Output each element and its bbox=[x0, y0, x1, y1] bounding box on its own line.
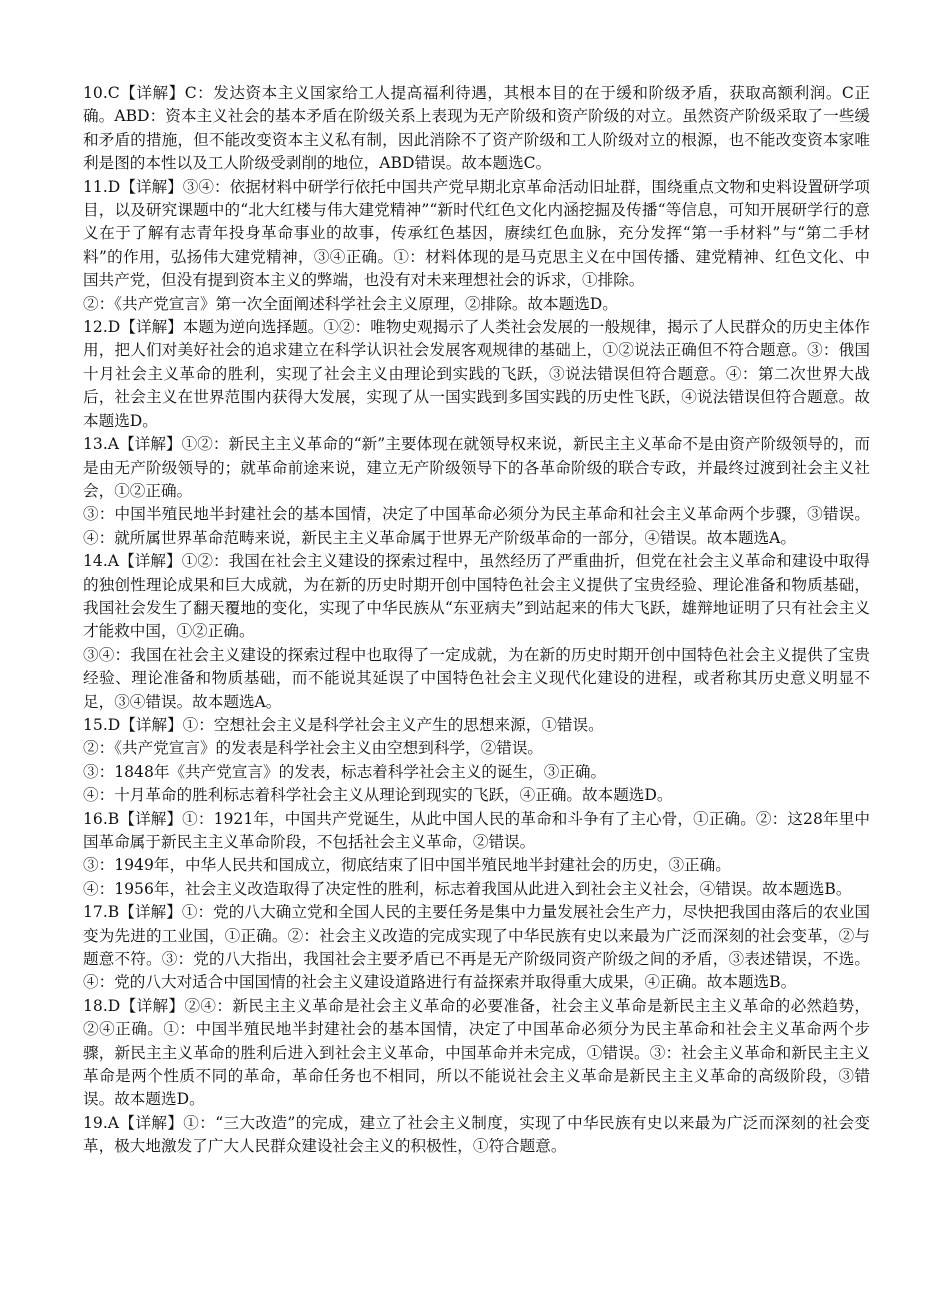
answer-15-explanation-cont-2: ③：1848年《共产党宣言》的发表，标志着科学社会主义的诞生，③正确。 bbox=[83, 762, 607, 781]
answer-17-explanation: 17.B【详解】①：党的八大确立党和全国人民的主要任务是集中力量发展社会生产力，尽快把我国由落后的农业国变为先进的工业国，①正确。②：社会主义改造的完成实现了中华民族有史以来最为广泛而深刻的社会变革，②与题意不符。③：党的八大指出，我国社会主要矛盾已不再是无产阶级同资产阶级之间的矛盾，③表述错误，不选。④：党的八大对适合中国国情的社会主义建设道路进行有益探索并取得重大成果，④正确。故本题选B。 bbox=[83, 903, 870, 992]
answer-10-explanation: 10.C【详解】C：发达资本主义国家给工人提高福利待遇，其根本目的在于缓和阶级矛盾，获取高额利润。C正确。ABD：资本主义社会的基本矛盾在阶级关系上表现为无产阶级和资产阶级的对立。虽然资产阶级采取了一些缓和矛盾的措施，但不能改变资本主义私有制，因此消除不了资产阶级和工人阶级对立的根源，也不能改变资本家唯利是图的本性以及工人阶级受剥削的地位，ABD错误。故本题选C。 bbox=[83, 84, 870, 173]
answer-14-explanation-cont: ③④：我国在社会主义建设的探索过程中也取得了一定成就，为在新的历史时期开创中国特色社会主义提供了宝贵经验、理论准备和物质基础，而不能说其延误了中国特色社会主义现代化建设的进程，或者称其历史意义明显不足，③④错误。故本题选A。 bbox=[83, 645, 870, 711]
answer-16-explanation: 16.B【详解】①：1921年，中国共产党诞生，从此中国人民的革命和斗争有了主心骨，①正确。②：这28年里中国革命属于新民主主义革命阶段，不包括社会主义革命，②错误。 bbox=[83, 809, 870, 851]
answer-16-explanation-cont-1: ③：1949年，中华人民共和国成立，彻底结束了旧中国半殖民地半封建社会的历史，③正确。 bbox=[83, 856, 731, 875]
answer-11-explanation: 11.D【详解】③④：依据材料中研学行依托中国共产党早期北京革命活动旧址群，围绕重点文物和史料设置研学项目，以及研究课题中的“北大红楼与伟大建党精神”“新时代红色文化内涵挖掘及传播“等信息，可知开展研学行的意义在于了解有志青年投身革命事业的故事，传承红色基因，赓续红色血脉，充分发挥“第一手材料”与“第二手材料”的作用，弘扬伟大建党精神，③④正确。①：材料体现的是马克思主义在中国传播、建党精神、红色文化、中国共产党，但没有提到资本主义的弊端，也没有对未来理想社会的诉求，①排除。 bbox=[83, 177, 870, 290]
answer-15-explanation: 15.D【详解】①：空想社会主义是科学社会主义产生的思想来源，①错误。 bbox=[83, 715, 604, 734]
answer-13-explanation: 13.A【详解】①②：新民主主义革命的“新”主要体现在就领导权来说，新民主主义革命不是由资产阶级领导的，而是由无产阶级领导的；就革命前途来说，建立无产阶级领导下的各革命阶级的联合专政，并最终过渡到社会主义社会，①②正确。 bbox=[83, 435, 870, 500]
answer-16-explanation-cont-2: ④：1956年，社会主义改造取得了决定性的胜利，标志着我国从此进入到社会主义社会，④错误。故本题选B。 bbox=[83, 879, 852, 898]
answer-14-explanation: 14.A【详解】①②：我国在社会主义建设的探索过程中，虽然经历了严重曲折，但党在社会主义革命和建设中取得的独创性理论成果和巨大成就，为在新的历史时期开创中国特色社会主义提供了宝贵经验、理论准备和物质基础，我国社会发生了翻天覆地的变化，实现了中华民族从“东亚病夫”到站起来的伟大飞跃，雄辩地证明了只有社会主义才能救中国，①②正确。 bbox=[83, 552, 870, 641]
answer-15-explanation-cont-3: ④：十月革命的胜利标志着科学社会主义从理论到现实的飞跃，④正确。故本题选D。 bbox=[83, 786, 673, 805]
answer-12-explanation: 12.D【详解】本题为逆向选择题。①②：唯物史观揭示了人类社会发展的一般规律，揭示了人民群众的历史主体作用，把人们对美好社会的追求建立在科学认识社会发展客观规律的基础上，①②说法正确但不符合题意。③：俄国十月社会主义革命的胜利，实现了社会主义由理论到实践的飞跃，③说法错误但符合题意。④：第二次世界大战后，社会主义在世界范围内获得大发展，实现了从一国实践到多国实践的历史性飞跃，④说法错误但符合题意。故本题选D。 bbox=[83, 318, 870, 430]
answer-18-explanation: 18.D【详解】②④：新民主主义革命是社会主义革命的必要准备，社会主义革命是新民主主义革命的必然趋势，②④正确。①：中国半殖民地半封建社会的基本国情，决定了中国革命必须分为民主革命和社会主义革命两个步骤，新民主主义革命的胜利后进入到社会主义革命，中国革命并未完成，①错误。③：社会主义革命和新民主主义革命是两个性质不同的革命，革命任务也不相同，所以不能说社会主义革命是新民主主义革命的高级阶段，③错误。故本题选D。 bbox=[83, 996, 870, 1109]
answer-13-explanation-cont: ③：中国半殖民地半封建社会的基本国情，决定了中国革命必须分为民主革命和社会主义革命两个步骤，③错误。④：就所属世界革命范畴来说，新民主主义革命属于世界无产阶级革命的一部分，④错误。故本题选A。 bbox=[83, 505, 870, 547]
answer-15-explanation-cont-1: ②：《共产党宣言》的发表是科学社会主义由空想到科学，②错误。 bbox=[83, 739, 544, 758]
answer-19-explanation: 19.A【详解】①：“三大改造”的完成，建立了社会主义制度，实现了中华民族有史以来最为广泛而深刻的社会变革，极大地激发了广大人民群众建设社会主义的积极性，①符合题意。 bbox=[83, 1113, 870, 1156]
answer-11-explanation-cont: ②：《共产党宣言》第一次全面阐述科学社会主义原理，②排除。故本题选D。 bbox=[83, 294, 618, 313]
